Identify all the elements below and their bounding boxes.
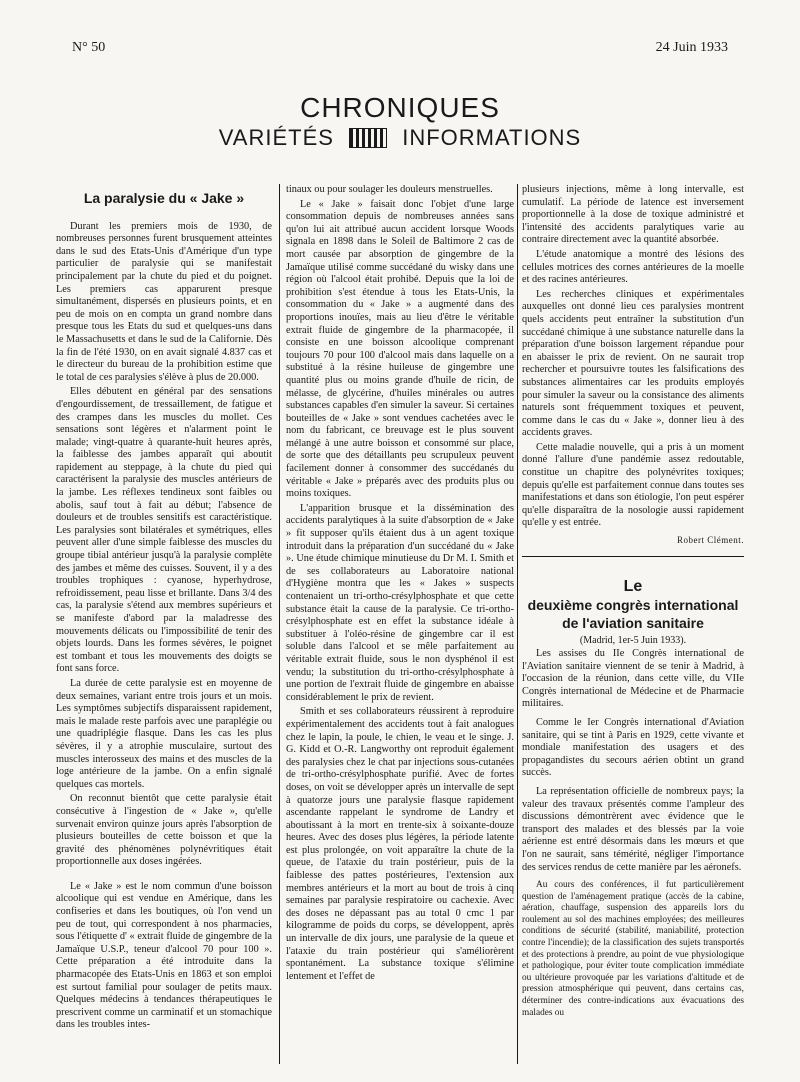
congress-title-line-1: Le [623, 578, 643, 595]
masthead-right: INFORMATIONS [402, 125, 582, 151]
ornament-icon [349, 128, 387, 148]
column-3 [522, 184, 744, 547]
masthead-subtitle [0, 124, 800, 151]
congress-date: (Madrid, 1er-5 Juin 1933). [579, 635, 687, 646]
congress-heading [522, 578, 744, 646]
paragraph: Elles débutent en général par des sensations d'engourdissement, de tressaillement, de fatigue et des crampes dans les muscles du mollet. Ces sensations sont légères et n'alarment point le malade; vingt-quatre à quarante-huit heures après, la faiblesse des jambes apparaît qui aboutit rapidement au steppage, à la chute du pied qui caractérisent la paralysie des muscles antérieurs de la jambe. Les réflexes tendineux sont faibles ou abolis, sauf tout à fait au début; l'absence de douleurs et de troubles sensitifs est caractéristique. Les paralysies sont bilatérales et symétriques, elles peuvent aller d'une simple faiblesse des muscles du groupe tibial antérieur jusqu'à la paralysie complète des jambes et même des cuisses. Souvent, il y a des troubles trophiques : cyanose, hyperhydrose, refroidissement, peau lisse et brillante. Dans 3/4 des cas, la paralysie s'étend aux membres supérieurs et se manifeste d'abord par la maladresse des mouvements délicats ou l'impossibilité de tenir des objets lourds. Dans les formes sévères, le poignet est tombant et tous les mouvements des doigts se font sans force. [56, 386, 272, 675]
paragraph: Les recherches cliniques et expérimentales auxquelles ont donné lieu ces paralysies montrent quels accidents peut entraîner la substitution d'un succédané chimique à une substance naturelle dans la préparation d'une boisson largement répandue pour en abaisser le prix de revient. On ne saurait trop rechercher et poursuivre toutes les falsifications des substances alimentaires car les produits employés pour simuler la saveur ou la consistance des aliments naturels sont fréquemment toxiques et peuvent, comme dans le cas du « Jake », donner lieu à des accidents graves. [522, 288, 744, 439]
paragraph: Durant les premiers mois de 1930, de nombreuses personnes furent brusquement atteintes dans le sud des Etats-Unis d'Amérique d'un type particulier de paralysie qui se manifestait principalement par la chute du pied et du poignet. Les premiers cas apparurent presque simultanément, dispersés en plusieurs points, et en peu de mois on en compta un grand nombre dans presque tous les Etats du sud et quelques-uns dans le Massachusetts et dans le sud de la Californie. Dès la fin de l'été 1930, on en avait signalé 4.837 cas et le directeur du bureau de la prohibition estime que le total de ces paralysies s'élève à plus de 20.000. [56, 220, 272, 383]
masthead-title: CHRONIQUES [300, 92, 500, 123]
paragraph: Le « Jake » est le nom commun d'une boisson alcoolique qui est vendue en Amérique, dans les confiseries et dans les boutiques, où l'on vend un peu de tout, qui correspondent à nos pharmacies, sous l'étiquette d' « extrait fluide de gingembre de la Jamaïque U.S.P., teneur d'alcool 70 pour 100 ». Cette préparation a été introduite dans la pharmacopée des Etats-Unis en 1863 et son emploi est surtout familial pour soulager de petits maux. Quelques médecins à tendances thérapeutiques le prescrivent comme un carminatif et un stomachique dans les troubles intes- [56, 880, 272, 1031]
column-1 [56, 184, 272, 1034]
paragraph: plusieurs injections, même à long intervalle, est cumulatif. La période de latence est inversement proportionnelle à la dose de toxique administré et l'intensité des accidents paralytiques varie au contraire directement avec la quantité absorbée. [522, 184, 744, 246]
paragraph: On reconnut bientôt que cette paralysie était consécutive à l'ingestion de « Jake », qu'elle survenait environ quinze jours après l'absorption de plusieurs bouteilles de cette boisson et que la gravité des phénomènes polynévritiques était proportionnelle aux doses ingérées. [56, 793, 272, 868]
paragraph: L'étude anatomique a montré des lésions des cellules motrices des cornes antérieures de la moelle et des racines antérieures. [522, 248, 744, 286]
column-divider-2 [517, 184, 518, 1064]
column-divider-1 [279, 184, 280, 1064]
paragraph: Comme le Ier Congrès international d'Aviation sanitaire, qui se tint à Paris en 1929, cette vivante et mondiale manifestation des usagers et des propagandistes du secours aérien obtint un grand succès. [522, 716, 744, 779]
article-title: La paralysie du « Jake » [83, 190, 245, 206]
paragraph: La représentation officielle de nombreux pays; la valeur des travaux présentés comme l'ampleur des discussions démontrèrent avec évidence que le transport des malades et des blessés par la voie aérienne est entré désormais dans les mœurs et que l'on ne saurait, sans témérité, négliger l'importance des services rendus de cette manière par les aéronefs. [522, 785, 744, 873]
signature: Robert Clément. [677, 535, 744, 546]
paragraph: Cette maladie nouvelle, qui a pris à un moment donné l'allure d'une pandémie assez redoutable, constitue un chapitre des polynévrites toxiques; depuis qu'elle est parfaitement connue dans toutes ses manifestations et dans son étiologie, l'on peut espérer qu'elle disparaîtra de la nosologie aussi rapidement qu'elle y est entrée. [522, 441, 744, 529]
paragraph: Au cours des conférences, il fut particulièrement question de l'aménagement pratique (accès de la cabine, aération, chauffage, suspension des appareils lors du roulement au sol des machines employées; des meilleures conditions de sécurité (stabilité, maniabilité, protection contre l'incendie); de la classification des sujets transportés et des protections à prendre, au point de vue physiologique et pathologique, pour éviter toute complication immédiate ou ultérieure provoquée par les variations d'altitude et de pression atmosphérique qui peuvent, dans certains cas, déterminer des contre-indications aux évacuations des malades ou [522, 880, 744, 1018]
paragraph: L'apparition brusque et la dissémination des accidents paralytiques à la suite d'absorption de « Jake » fit supposer qu'ils étaient dus à un agent toxique introduit dans la préparation d'un succédané du « Jake ». Une étude chimique minutieuse du Dr M. I. Smith et de ses collaborateurs au Laboratoire national d'Hygiène montra que les « Jakes » suspects contenaient un tri-ortho-crésylphosphate et que cette substance était la cause de la paralysie. Ce tri-ortho-crésylphosphate est en effet la substance idéale à substituer à l'oléo-résine de gingembre car il est soluble dans l'alcool et se mêle parfaitement au véritable extrait fluide, sous le non dysphénol il est vendu; la substitution du tri-ortho-crésylphosphate à une portion de l'extrait fluide de gingembre en abaisse considérablement le prix de revient. [286, 502, 514, 703]
paragraph: Les assises du IIe Congrès international de l'Aviation sanitaire viennent de se tenir à Madrid, à l'occasion de la réunion, dans cette ville, du VIIe Congrès international de Médecine et de Pharmacie militaires. [522, 648, 744, 710]
paragraph: Smith et ses collaborateurs réussirent à reproduire expérimentalement des accidents tout à fait analogues chez le lapin, la poule, le chien, le veau et le singe. J. G. Kidd et O.-R. Langworthy ont reproduit également des paralysies chez le chat par injections sous-cutanées de tri-ortho-crésylphosphate purifié. Avec de fortes doses, on voit se développer après un intervalle de sept à quatorze jours une paralysie flasque rapidement ascendante rappelant le syndrome de Landry et aboutissant à la mort en trente-six à soixante-douze heures. Avec des doses plus légères, la période latente est plus prolongée, on voit apparaître la chute de la queue, de l'ataxie du train postérieur, puis de la faiblesse des pattes postérieures, l'extension aux membres antérieurs et la mort au bout de trois à cinq semaines par paralysie respiratoire ou cachexie. Avec des doses ne dépassant pas au total 0 cmc 1 par kilogramme de poids du corps, se développent, après un intervalle de dix jours, une paralysie de la queue et l'ataxie du train postérieur qui s'améliorèrent spontanément. La substance toxique s'élimine lentement et l'effet de [286, 706, 514, 982]
issue-number: N° 50 [72, 40, 106, 55]
paragraph: Le « Jake » faisait donc l'objet d'une large consommation depuis de nombreuses années sans qu'on lui ait attribué aucun accident lorsque Woods signala en 1898 dans le Soleil de Baltimore 2 cas de mort causée par absorption de gingembre de la Jamaïque utilisé comme succédané du wisky dans une région où l'alcool était prohibé. Depuis que la loi de prohibition s'est étendue à tous les Etats-Unis, la consommation du « Jake » a augmenté dans des proportions inouïes, mais au lieu d'être le véritable extrait fluide de gingembre de la pharmacopée, il consiste en une boisson alcoolique comprenant toujours 70 pour 100 d'alcool mais dans laquelle on a substitué à la résine huileuse de gingembre une quantité plus ou moins grande d'huile de ricin, de mélasse, de glycérine, d'huiles minérales ou autres substances capables d'en simuler la saveur. Si certaines bouteilles de « Jake » sont vendues cachetées avec le nom du fabricant, ce breuvage est le plus souvent mélangé à une autre boisson et consommé sur place, de sorte que des détaillants peu scrupuleux peuvent facilement donner à consommer des succédanés du véritable « Jake » préparés avec des produits plus ou moins toxiques. [286, 198, 514, 500]
paragraph: tinaux ou pour soulager les douleurs menstruelles. [286, 184, 493, 195]
issue-date: 24 Juin 1933 [655, 40, 728, 55]
masthead-left: VARIÉTÉS [218, 125, 334, 151]
congress-title-line-3: de l'aviation sanitaire [562, 615, 704, 631]
section-rule [522, 556, 744, 557]
congress-title-line-2: deuxième congrès international [527, 597, 739, 613]
column-2 [286, 184, 514, 985]
congress-body [522, 648, 744, 1025]
paragraph: La durée de cette paralysie est en moyenne de deux semaines, variant entre trois jours et un mois. Les symptômes subjectifs disparaissent rapidement, mais le malade reste parfois avec une paraplégie ou une quadriplégie flasque. Dans les cas les plus sévères, il y a atrophie musculaire, surtout des muscles interosseux des mains et des muscles de la loge antérieure de la jambe. On a enfin signalé quelques cas mortels. [56, 677, 272, 790]
